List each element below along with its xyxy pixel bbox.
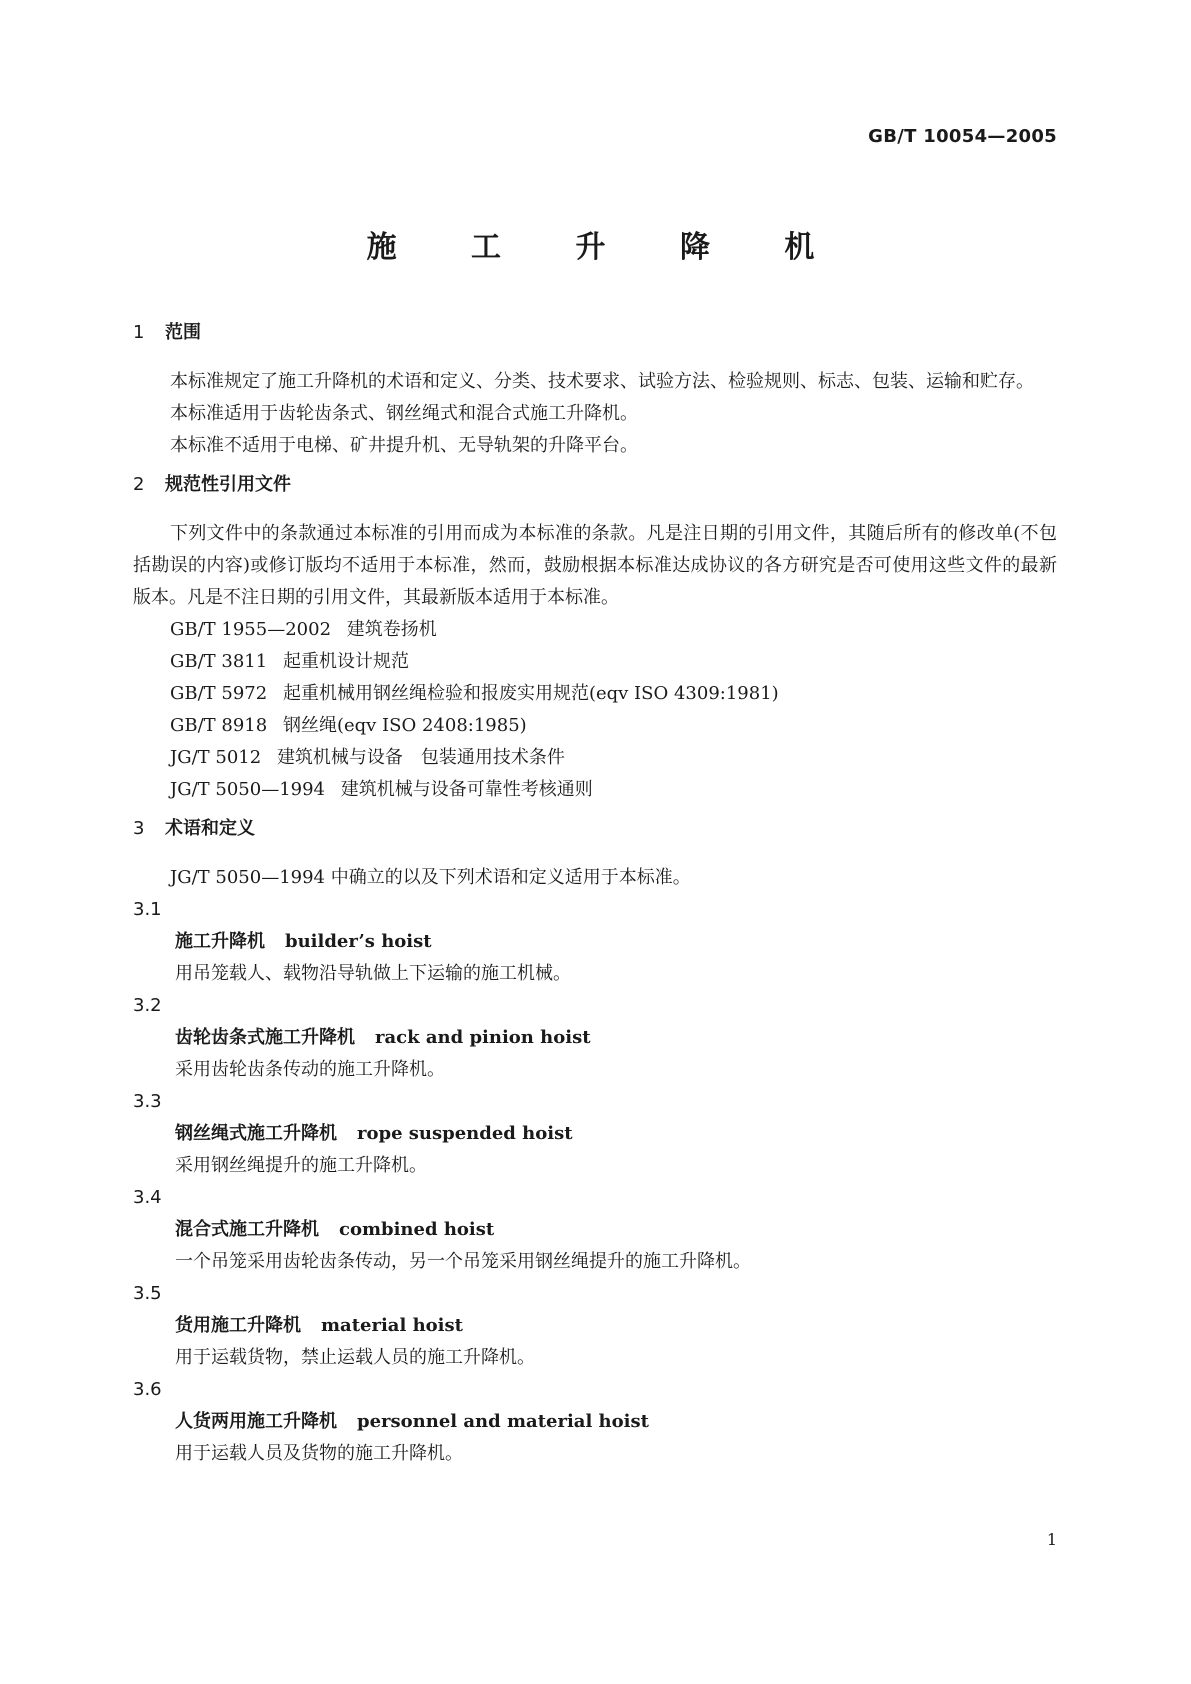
term-en: material hoist [321, 1315, 463, 1336]
term-heading [133, 1406, 1057, 1438]
term-en: builder’s hoist [285, 931, 432, 952]
term-definition: 用于运载货物，禁止运载人员的施工升降机。 [175, 1347, 535, 1368]
clause-number: 3.2 [133, 995, 162, 1016]
reference-title: 建筑机械与设备 包装通用技术条件 [276, 747, 565, 768]
reference-title: 建筑机械与设备可靠性考核通则 [340, 779, 593, 800]
section-number: 1 [133, 322, 145, 343]
reference-title: 起重机械用钢丝绳检验和报废实用规范(eqv ISO 4309:1981) [282, 683, 779, 704]
term-definition: 采用钢丝绳提升的施工升降机。 [175, 1155, 427, 1176]
paragraph: 本标准不适用于电梯、矿井提升机、无导轨架的升降平台。 [170, 435, 638, 456]
paragraph: 下列文件中的条款通过本标准的引用而成为本标准的条款。凡是注日期的引用文件，其随后所有的修改单(不包括勘误的内容)或修订版均不适用于本标准，然而，鼓励根据本标准达成协议的各方研究是否可使用这些文件的最新版本。凡是不注日期的引用文件，其最新版本适用于本标准。 [133, 523, 1057, 608]
reference-item [133, 678, 1057, 710]
reference-item [133, 742, 1057, 774]
document-body [133, 318, 1057, 1470]
clause-number: 3.6 [133, 1379, 162, 1400]
paragraph: 本标准适用于齿轮齿条式、钢丝绳式和混合式施工升降机。 [170, 403, 638, 424]
term-definition: 用吊笼载人、载物沿导轨做上下运输的施工机械。 [175, 963, 571, 984]
reference-code: GB/T 8918 [170, 715, 268, 736]
term-zh: 混合式施工升降机 [175, 1219, 319, 1240]
reference-title: 钢丝绳(eqv ISO 2408:1985) [282, 715, 527, 736]
section-number: 3 [133, 818, 145, 839]
term-definition: 用于运载人员及货物的施工升降机。 [175, 1443, 463, 1464]
term-heading [133, 1022, 1057, 1054]
term-definition: 采用齿轮齿条传动的施工升降机。 [175, 1059, 445, 1080]
section-number: 2 [133, 474, 145, 495]
term-heading [133, 1310, 1057, 1342]
term-en: personnel and material hoist [357, 1411, 649, 1432]
clause-number: 3.3 [133, 1091, 162, 1112]
term-zh: 齿轮齿条式施工升降机 [175, 1027, 355, 1048]
reference-item [133, 646, 1057, 678]
reference-item [133, 614, 1057, 646]
paragraph: 本标准规定了施工升降机的术语和定义、分类、技术要求、试验方法、检验规则、标志、包装、运输和贮存。 [170, 371, 1034, 392]
reference-item [133, 710, 1057, 742]
term-heading [133, 926, 1057, 958]
section-title: 范围 [165, 322, 201, 343]
reference-title: 起重机设计规范 [282, 651, 409, 672]
section-title: 术语和定义 [165, 818, 255, 839]
term-zh: 钢丝绳式施工升降机 [175, 1123, 337, 1144]
paragraph: JG/T 5050—1994 中确立的以及下列术语和定义适用于本标准。 [170, 867, 691, 888]
section-heading-normative-references [133, 470, 1057, 496]
term-definition: 一个吊笼采用齿轮齿条传动，另一个吊笼采用钢丝绳提升的施工升降机。 [175, 1251, 751, 1272]
reference-code: GB/T 1955—2002 [170, 619, 332, 640]
document-title: 施 工 升 降 机 [366, 230, 847, 265]
page-number: 1 [1046, 1530, 1057, 1549]
reference-code: JG/T 5012 [170, 747, 262, 768]
term-en: combined hoist [339, 1219, 495, 1240]
term-en: rope suspended hoist [357, 1123, 573, 1144]
reference-title: 建筑卷扬机 [346, 619, 437, 640]
term-zh: 人货两用施工升降机 [175, 1411, 337, 1432]
clause-number: 3.1 [133, 899, 162, 920]
term-zh: 货用施工升降机 [175, 1315, 301, 1336]
reference-code: JG/T 5050—1994 [170, 779, 326, 800]
section-title: 规范性引用文件 [165, 474, 291, 495]
clause-number: 3.5 [133, 1283, 162, 1304]
term-heading [133, 1214, 1057, 1246]
standard-code: GB/T 10054—2005 [868, 126, 1057, 147]
term-zh: 施工升降机 [175, 931, 265, 952]
section-heading-terms [133, 814, 1057, 840]
clause-number: 3.4 [133, 1187, 162, 1208]
section-heading-scope [133, 318, 1057, 344]
reference-item [133, 774, 1057, 806]
term-en: rack and pinion hoist [375, 1027, 591, 1048]
reference-code: GB/T 5972 [170, 683, 268, 704]
term-heading [133, 1118, 1057, 1150]
reference-code: GB/T 3811 [170, 651, 268, 672]
